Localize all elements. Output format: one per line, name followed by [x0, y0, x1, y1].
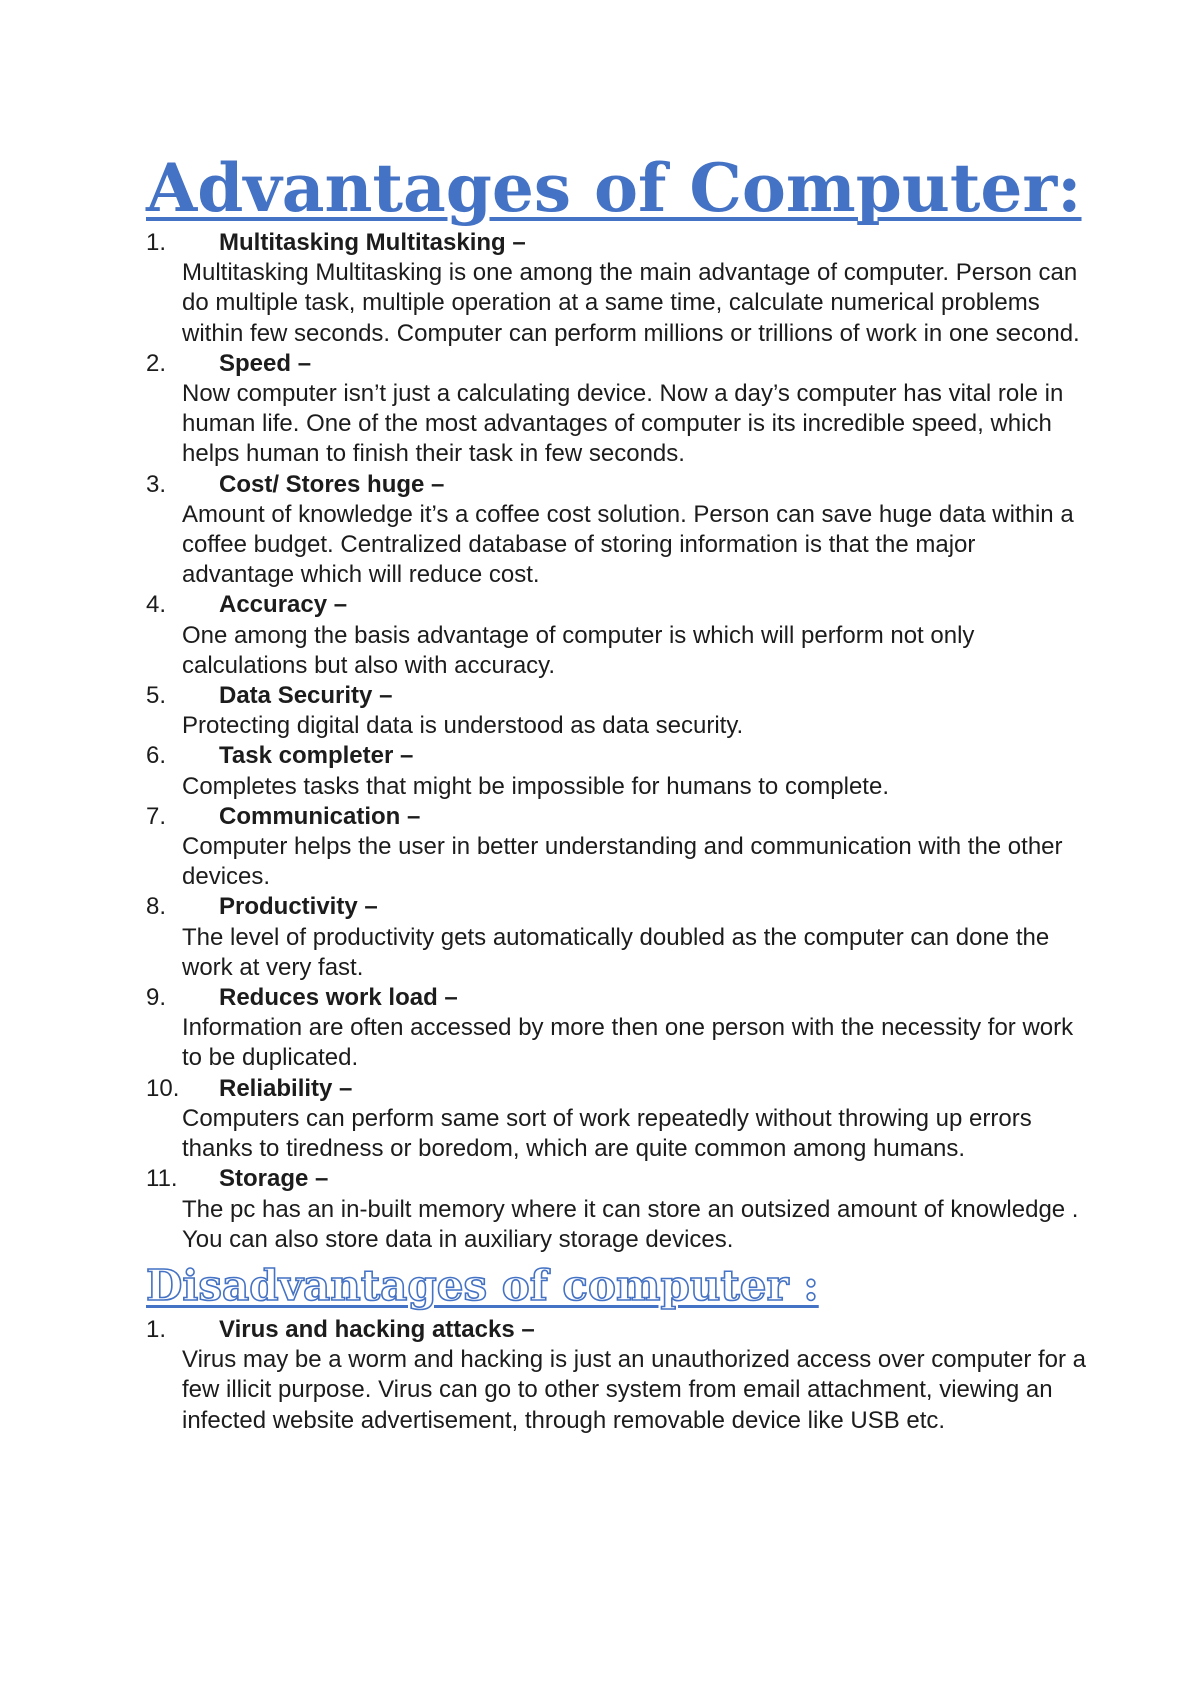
advantage-item — [146, 1164, 1086, 1255]
item-number: 7. — [146, 802, 167, 830]
item-heading: Cost/ Stores huge – — [219, 470, 445, 498]
item-description: Information are often accessed by more then one person with the necessity for work to be duplicated. — [182, 1014, 1074, 1072]
item-number: 8. — [146, 893, 167, 921]
advantage-item — [146, 681, 1086, 741]
item-heading: Storage – — [219, 1165, 329, 1193]
document-content — [146, 148, 1086, 1436]
item-number: 4. — [146, 591, 167, 619]
item-heading: Communication – — [219, 802, 421, 830]
item-description: Completes tasks that might be impossible for humans to complete. — [182, 772, 889, 800]
item-heading: Reduces work load – — [219, 984, 458, 1012]
item-description: Now computer isn’t just a calculating device. Now a day’s computer has vital role in human life. One of the most advantages of computer is its incredible speed, which helps human to finish their task in few seconds. — [182, 380, 1064, 468]
item-description: Protecting digital data is understood as data security. — [182, 712, 744, 740]
advantage-item — [146, 741, 1086, 801]
item-number: 5. — [146, 682, 167, 710]
advantage-item — [146, 228, 1086, 349]
advantage-item — [146, 983, 1086, 1074]
disadvantages-list — [146, 1315, 1086, 1436]
item-heading: Task completer – — [219, 742, 414, 770]
item-number: 9. — [146, 984, 167, 1012]
item-heading: Productivity – — [219, 893, 378, 921]
advantages-list — [146, 228, 1086, 1255]
advantages-title: Advantages of Computer: — [146, 149, 1082, 227]
item-heading: Speed – — [219, 349, 312, 377]
advantage-item — [146, 1074, 1086, 1165]
advantage-item — [146, 349, 1086, 470]
item-number: 1. — [146, 229, 167, 256]
item-number: 3. — [146, 470, 167, 498]
item-heading: Accuracy – — [219, 591, 348, 619]
disadvantages-title: Disadvantages of computer : — [146, 1260, 819, 1310]
item-number: 11. — [146, 1165, 178, 1193]
item-number: 6. — [146, 742, 167, 770]
item-description: The level of productivity gets automatically doubled as the computer can done the work at very fast. — [182, 923, 1050, 981]
item-number: 1. — [146, 1315, 167, 1343]
advantage-item — [146, 470, 1086, 591]
advantage-item — [146, 802, 1086, 893]
item-description: The pc has an in-built memory where it can store an outsized amount of knowledge . You can also store data in auxiliary storage devices. — [182, 1195, 1079, 1253]
item-description: Computers can perform same sort of work repeatedly without throwing up errors thanks to tiredness or boredom, which are quite common among humans. — [182, 1104, 1032, 1163]
item-description: Virus may be a worm and hacking is just an unauthorized access over computer for a few illicit purpose. Virus can go to other system from email attachment, viewing an infected website advertisement, through removable device like USB etc. — [182, 1346, 1087, 1434]
disadvantage-item — [146, 1315, 1086, 1436]
item-number: 2. — [146, 349, 167, 377]
item-heading: Data Security – — [219, 682, 393, 710]
item-description: Multitasking Multitasking is one among the main advantage of computer. Person can do multiple task, multiple operation at a same time, calculate numerical problems within few seconds. Computer can perform millions or trillions of work in one second. — [182, 259, 1080, 347]
item-description: Computer helps the user in better understanding and communication with the other devices. — [182, 833, 1063, 891]
item-heading: Virus and hacking attacks – — [219, 1315, 535, 1343]
advantage-item — [146, 892, 1086, 983]
item-description: Amount of knowledge it’s a coffee cost solution. Person can save huge data within a coffee budget. Centralized database of storing information is that the major advantage which will reduce cost. — [182, 500, 1074, 589]
item-heading: Reliability – — [219, 1074, 353, 1102]
item-number: 10. — [146, 1074, 180, 1102]
item-description: One among the basis advantage of computer is which will perform not only calculations but also with accuracy. — [182, 621, 975, 679]
advantage-item — [146, 590, 1086, 681]
item-heading: Multitasking Multitasking – — [219, 229, 526, 256]
